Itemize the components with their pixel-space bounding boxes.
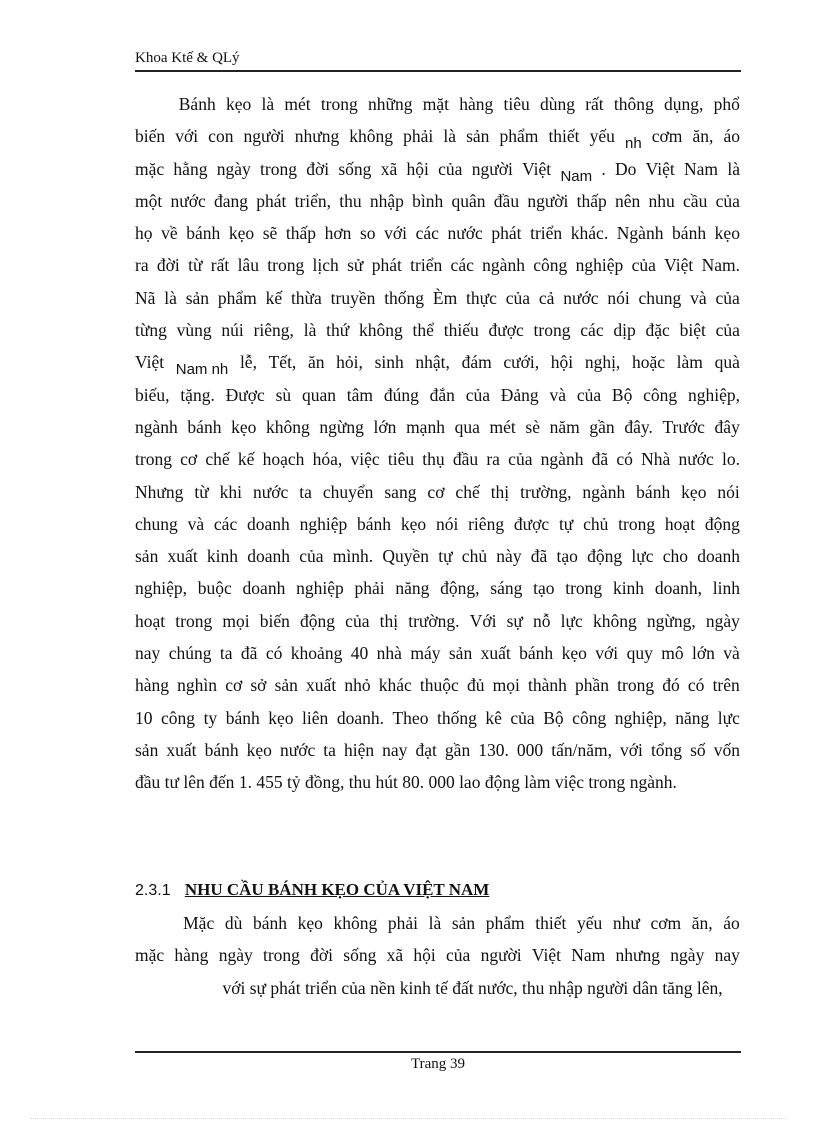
text-line: trong cơ chế kế hoạch hóa, việc tiêu thụ đầu ra của ngành đã có Nhà nước lo. [135,449,740,470]
text-line: từng vùng núi riêng, là thứ không thể thiếu được trong các dịp đặc biệt của [135,320,740,341]
text-line: chung và các doanh nghiệp bánh kẹo nói riêng được tự chủ trong hoạt động [135,513,740,534]
text-line: với sự phát triển của nền kinh tế đất nước, thu nhập người dân tăng lên, [222,977,723,998]
section-number: 2.3.1 [135,882,171,899]
text-line: nay chúng ta đã có khoảng 40 nhà máy sản xuất bánh kẹo với quy mô lớn và [135,643,740,664]
text-line: một nước đang phát triển, thu nhập bình quân đầu người thấp nên nhu cầu của [135,190,740,211]
text-line: ra đời từ rất lâu trong lịch sử phát triển các ngành công nghiệp của Việt Nam. [135,255,740,276]
page-edge [30,1118,786,1119]
page-number: Trang 39 [410,1056,466,1072]
text-line: Nhưng từ khi nước ta chuyển sang cơ chế thị trường, ngành bánh kẹo nói [135,481,740,502]
text-line: mặc hằng ngày trong đời sống xã hội của người Việt Nam . Do Việt Nam là [135,158,740,185]
text-line: biếu, tặng. Được sù quan tâm đúng đắn của Đảng và của Bộ công nghiệp, [135,384,740,405]
text-line: Nã là sản phẩm kế thừa truyền thống Èm thực của cả nước nói chung và của [135,287,740,308]
text-line: hàng nghìn cơ sở sản xuất nhỏ khác thuộc đủ mọi thành phần trong đó có trên [135,675,740,696]
text-line: Mặc dù bánh kẹo không phải là sản phẩm thiết yếu như cơm ăn, áo [183,913,740,933]
text-line: mặc hàng ngày trong đời sống xã hội của người Việt Nam nhưng ngày nay [135,945,740,966]
text-line: đầu tư lên đến 1. 455 tỷ đồng, thu hút 80. 000 lao động làm việc trong ngành. [135,772,677,793]
text-line: Bánh kẹo là mét trong những mặt hàng tiêu dùng rất thông dụng, phổ [178,94,740,114]
body-paragraph [135,88,740,799]
text-line: sản xuất bánh kẹo nước ta hiện nay đạt gần 130. 000 tấn/năm, với tổng số vốn [135,739,740,760]
text-line: hoạt trong mọi biến động của thị trường. Với sự nỗ lực không ngừng, ngày [135,610,740,631]
text-line: Việt Nam nh lễ, Tết, ăn hỏi, sinh nhật, đám cưới, hội nghị, hoặc làm quà [135,352,740,379]
section-heading [135,880,489,900]
text-line: nghiệp, buộc doanh nghiệp phải năng động, sáng tạo trong kinh doanh, linh [135,578,740,599]
footer-rule [135,1051,741,1053]
header-rule [135,70,741,72]
text-line: 10 công ty bánh kẹo liên doanh. Theo thống kê của Bộ công nghiệp, năng lực [135,707,740,728]
text-line: họ về bánh kẹo sẽ thấp hơn so với các nước phát triển khác. Ngành bánh kẹo [135,223,740,244]
section-paragraph [135,907,740,1004]
text-line: biến với con người nhưng không phải là sản phẩm thiết yếu nh cơm ăn, áo [135,126,740,153]
page-header: Khoa Ktế & QLý [135,50,240,66]
section-title: NHU CẦU BÁNH KẸO CỦA VIỆT NAM [184,880,490,899]
text-line: ngành bánh kẹo không ngừng lớn mạnh qua mét sè năm gần đây. Trước đây [135,416,740,437]
text-line: sản xuất kinh doanh của mình. Quyền tự chủ này đã tạo động lực cho doanh [135,546,740,567]
